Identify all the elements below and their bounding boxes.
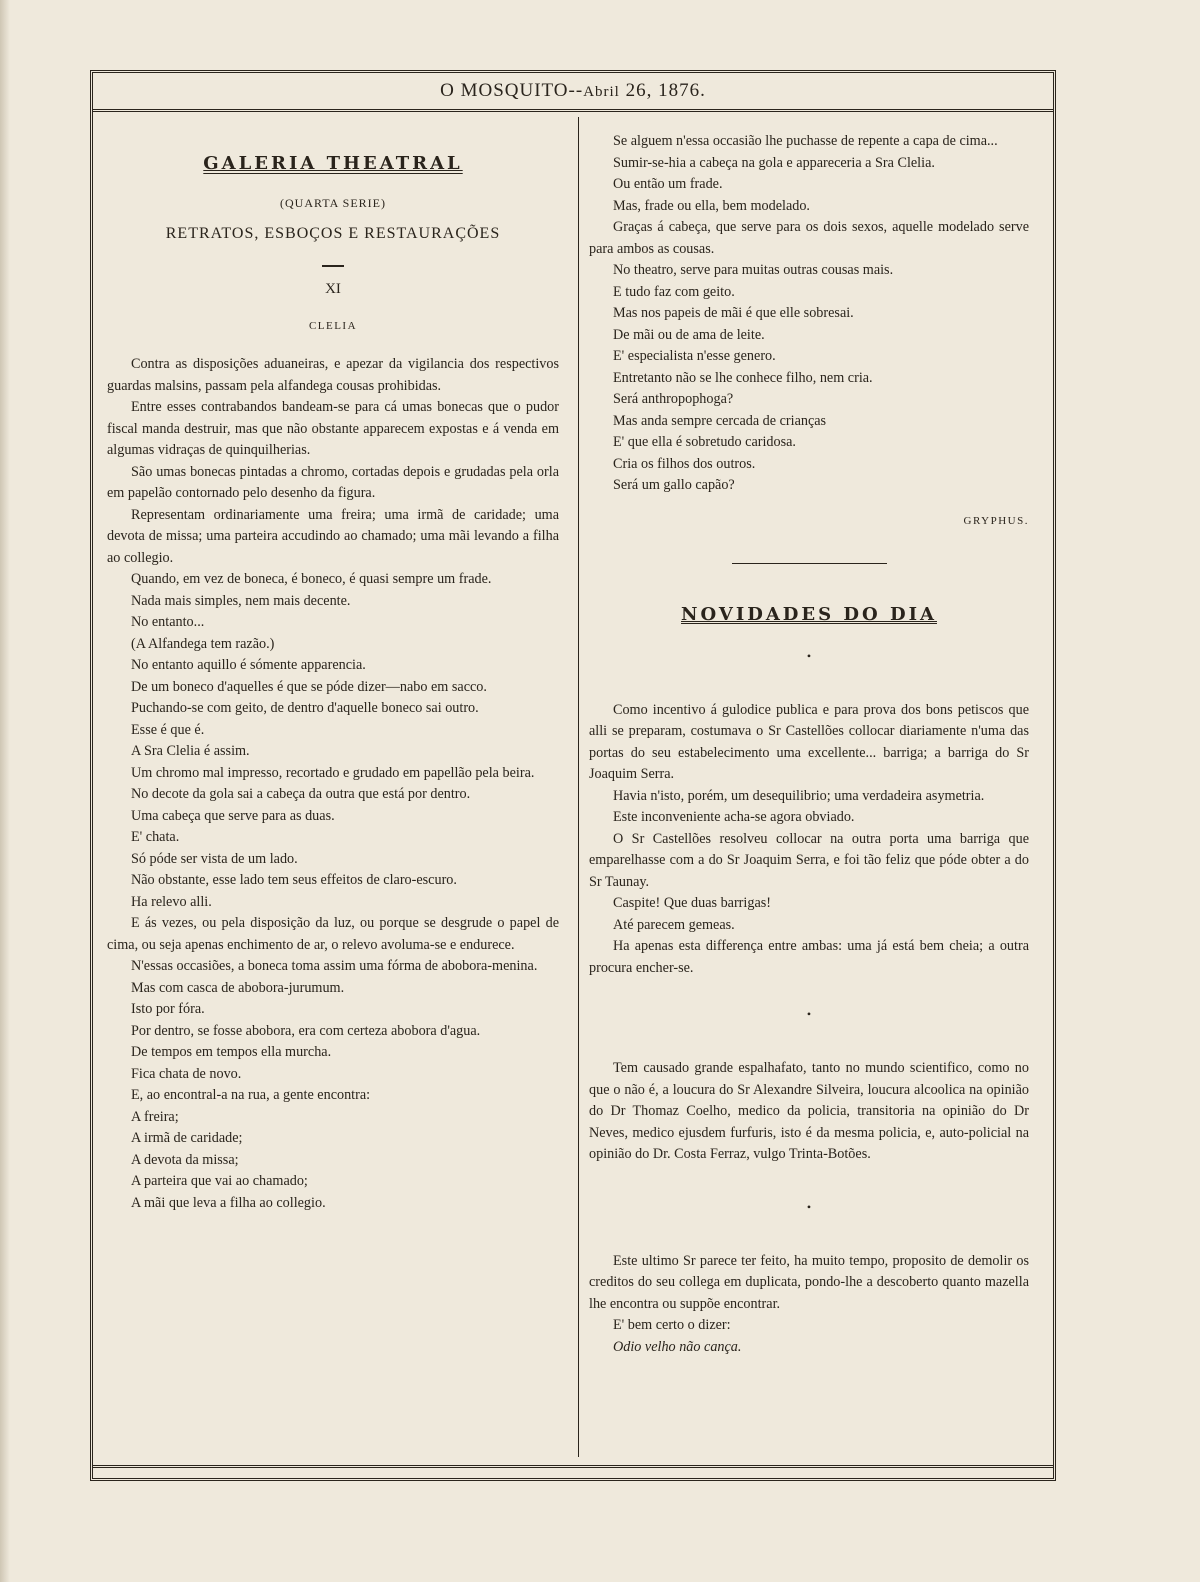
- paragraph: Um chromo mal impresso, recortado e grudado em papellão pela beira.: [131, 764, 535, 781]
- author-signature: GRYPHUS.: [963, 514, 1029, 527]
- paragraph: Sumir-se-hia a cabeça na gola e appareceria a Sra Clelia.: [613, 154, 935, 171]
- article-numeral: XI: [325, 281, 341, 297]
- paragraph: De um boneco d'aquelles é que se póde dizer—nabo em sacco.: [131, 678, 487, 695]
- paragraph: E ás vezes, ou pela disposição da luz, ou porque se desgrude o papel de cima, ou seja apenas enchimento de ar, o relevo avoluma-se e endurece.: [107, 915, 559, 953]
- masthead-date: 26, 1876.: [625, 80, 706, 101]
- paragraph: Isto por fóra.: [131, 1001, 205, 1017]
- paragraph: A parteira que vai ao chamado;: [131, 1173, 308, 1189]
- paragraph: Contra as disposições aduaneiras, e apezar da vigilancia dos respectivos guardas malsins, passam pela alfandega cousas prohibidas.: [107, 356, 559, 394]
- paragraph: Cria os filhos dos outros.: [613, 455, 756, 472]
- page-edge: [0, 0, 10, 1582]
- paragraph: Será um gallo capão?: [613, 477, 735, 493]
- paragraph: No decote da gola sai a cabeça da outra que está por dentro.: [131, 786, 471, 802]
- paragraph: Este ultimo Sr parece ter feito, ha muito tempo, proposito de demolir os creditos do seu collega em duplicata, pondo-lhe a descoberto quanto mazella lhe encontra ou suppõe encontrar.: [589, 1252, 1029, 1312]
- paragraph: No entanto aquillo é sómente apparencia.: [131, 657, 366, 673]
- paragraph: E' bem certo o dizer:: [613, 1317, 731, 1333]
- bullet-separator: •: [806, 1199, 812, 1214]
- news-item: [589, 700, 1029, 980]
- article-continuation: [589, 131, 1029, 497]
- paragraph: A devota da missa;: [131, 1151, 239, 1168]
- paragraph: Mas nos papeis de mãi é que elle sobresai.: [613, 305, 854, 321]
- paragraph: Caspite! Que duas barrigas!: [613, 895, 771, 911]
- right-column: [589, 117, 1029, 1358]
- paragraph: Entretanto não se lhe conhece filho, nem cria.: [613, 369, 873, 386]
- paragraph: E, ao encontral-a na rua, a gente encontra:: [131, 1087, 371, 1103]
- bullet-separator: •: [806, 648, 812, 663]
- bottom-border: [93, 1465, 1053, 1468]
- paragraph: Fica chata de novo.: [131, 1065, 242, 1082]
- news-item: [589, 1251, 1029, 1359]
- paragraph: Puchando-se com geito, de dentro d'aquelle boneco sai outro.: [131, 700, 479, 716]
- paragraph: Entre esses contrabandos bandeam-se para cá umas bonecas que o pudor fiscal manda destruir, mas que não obstante apparecem expostas e á venda em algumas vidraças de quinquilherias.: [107, 399, 559, 458]
- paragraph: Graças á cabeça, que serve para os dois sexos, aquelle modelado serve para ambos as cousas.: [589, 219, 1029, 257]
- paragraph: E' chata.: [131, 829, 180, 845]
- paragraph: Representam ordinariamente uma freira; uma irmã de caridade; uma devota de missa; uma parteira accudindo ao chamado; uma mãi levando a filha ao collegio.: [107, 506, 559, 566]
- paragraph: A irmã de caridade;: [131, 1130, 243, 1146]
- paragraph: Este inconveniente acha-se agora obviado.: [613, 809, 855, 825]
- paragraph: Mas anda sempre cercada de crianças: [613, 412, 827, 429]
- paragraph: Por dentro, se fosse abobora, era com certeza abobora d'agua.: [131, 1022, 481, 1039]
- paragraph: E' especialista n'esse genero.: [613, 348, 776, 364]
- masthead-title: O MOSQUITO--: [440, 80, 584, 101]
- paragraph: De mãi ou de ama de leite.: [613, 326, 765, 343]
- paragraph: Só póde ser vista de um lado.: [131, 850, 298, 867]
- paragraph: A freira;: [131, 1108, 179, 1125]
- masthead: [93, 73, 1053, 112]
- article-body: [107, 354, 559, 1214]
- paragraph: Ha relevo alli.: [131, 893, 212, 910]
- paragraph: Quando, em vez de boneca, é boneco, é quasi sempre um frade.: [131, 571, 492, 587]
- paragraph: (A Alfandega tem razão.): [131, 635, 275, 652]
- paragraph: Como incentivo á gulodice publica e para prova dos bons petiscos que alli se preparam, costumava o Sr Castellões collocar diariamente n'uma das portas do seu estabelecimento uma excellente... barriga; a barriga do Sr Joaquim Serra.: [589, 701, 1029, 782]
- paragraph: E tudo faz com geito.: [613, 283, 735, 300]
- masthead-month: Abril: [583, 84, 620, 100]
- bullet-separator: •: [806, 1007, 812, 1021]
- left-column: [107, 117, 559, 1214]
- newspaper-page: [90, 70, 1056, 1481]
- paragraph: Havia n'isto, porém, um desequilibrio; uma verdadeira asymetria.: [613, 787, 985, 804]
- galeria-theatral-heading: GALERIA THEATRAL: [203, 153, 463, 174]
- paragraph: Se alguem n'essa occasião lhe puchasse de repente a capa de cima...: [613, 133, 998, 149]
- paragraph: No entanto...: [131, 614, 205, 630]
- paragraph: Não obstante, esse lado tem seus effeitos de claro-escuro.: [131, 872, 457, 888]
- paragraph: Mas, frade ou ella, bem modelado.: [613, 197, 810, 214]
- paragraph: São umas bonecas pintadas a chromo, cortadas depois e grudadas pela orla em papelão contornado pelo desenho da figura.: [107, 463, 559, 501]
- paragraph: Nada mais simples, nem mais decente.: [131, 592, 351, 609]
- paragraph: Até parecem gemeas.: [613, 916, 735, 933]
- paragraph: Uma cabeça que serve para as duas.: [131, 807, 335, 824]
- paragraph: Esse é que é.: [131, 721, 205, 738]
- paragraph: E' que ella é sobretudo caridosa.: [613, 434, 796, 450]
- paragraph: Ha apenas esta differença entre ambas: uma já está bem cheia; a outra procura encher-se.: [589, 938, 1029, 976]
- novidades-heading: NOVIDADES DO DIA: [681, 603, 937, 625]
- column-divider: [578, 117, 579, 1457]
- news-item: [589, 1058, 1029, 1166]
- paragraph: No theatro, serve para muitas outras cousas mais.: [613, 262, 894, 278]
- article-name: CLELIA: [308, 320, 358, 332]
- series-label: (QUARTA SERIE): [280, 196, 386, 210]
- paragraph: Odio velho não cança.: [613, 1338, 742, 1355]
- paragraph: Ou então um frade.: [613, 176, 723, 192]
- section-subtitle: RETRATOS, ESBOÇOS E RESTAURAÇÕES: [165, 225, 501, 242]
- paragraph: A mãi que leva a filha ao collegio.: [131, 1194, 326, 1211]
- paragraph: Mas com casca de abobora-jurumum.: [131, 979, 345, 996]
- paragraph: Tem causado grande espalhafato, tanto no mundo scientifico, como no que o não é, a loucura do Sr Alexandre Silveira, loucura alcoolica na opinião do Dr Thomaz Coelho, medico da policia, transitoria na opinião do Dr Neves, medico ejusdem furfuris, isto é da mesma policia, e, auto-policial na opinião do Dr. Costa Ferraz, vulgo Trinta-Botões.: [589, 1060, 1029, 1162]
- paragraph: Será anthropophoga?: [613, 391, 734, 407]
- paragraph: De tempos em tempos ella murcha.: [131, 1044, 332, 1060]
- paragraph: N'essas occasiões, a boneca toma assim uma fórma de abobora-menina.: [131, 958, 538, 974]
- paragraph: O Sr Castellões resolveu collocar na outra porta uma barriga que emparelhasse com a do Sr Joaquim Serra, e foi tão feliz que póde obter a do Sr Taunay.: [589, 830, 1029, 890]
- paragraph: A Sra Clelia é assim.: [131, 743, 250, 759]
